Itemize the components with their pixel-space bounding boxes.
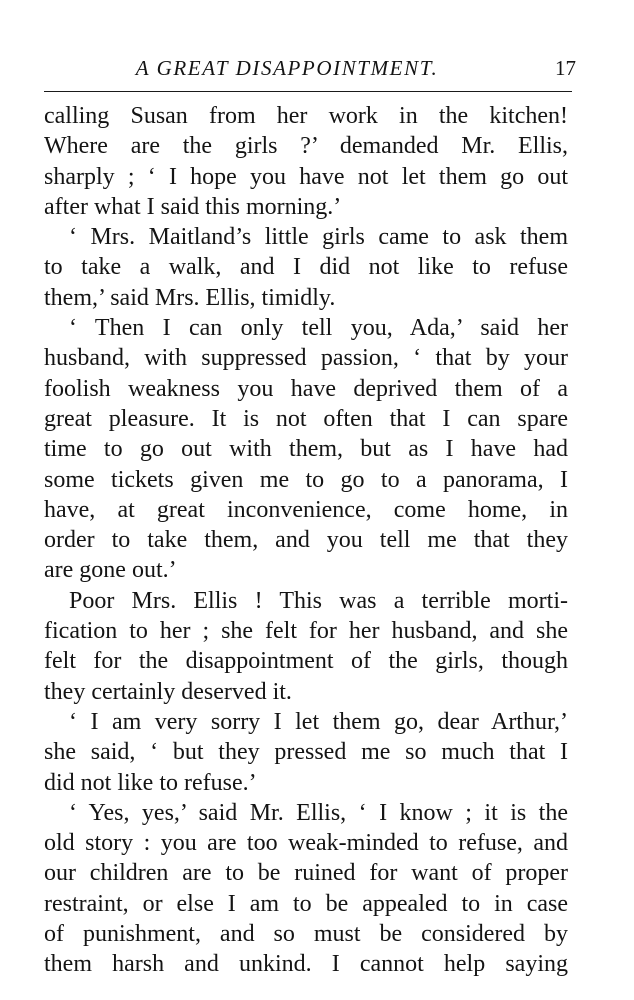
text-line: they certainly deserved it. (44, 678, 292, 705)
text-line: some tickets given me to go to a panorama, I (44, 466, 568, 493)
text-line: felt for the disappointment of the girls, though (44, 648, 568, 675)
text-line: are gone out.’ (44, 557, 177, 584)
text-line: to take a walk, and I did not like to refuse (44, 254, 568, 281)
text-line: Poor Mrs. Ellis ! This was a terrible morti- (69, 587, 568, 614)
text-line: ‘ Then I can only tell you, Ada,’ said her (69, 315, 568, 342)
text-line: great pleasure. It is not often that I can spare (44, 405, 568, 432)
running-title: A GREAT DISAPPOINTMENT. (135, 56, 439, 80)
text-line: ‘ Mrs. Maitland’s little girls came to ask them (69, 224, 568, 251)
text-line: restraint, or else I am to be appealed to in case (44, 890, 568, 917)
text-line: sharply ; ‘ I hope you have not let them go out (44, 163, 568, 190)
header-rule (44, 91, 572, 92)
text-line: have, at great inconvenience, come home, in (44, 496, 568, 523)
text-line: time to go out with them, but as I have had (44, 436, 568, 463)
running-head (44, 52, 580, 82)
text-line: did not like to refuse.’ (44, 769, 257, 796)
text-line: after what I said this morning.’ (44, 193, 342, 220)
text-line: them,’ said Mrs. Ellis, timidly. (44, 284, 336, 311)
text-line: Where are the girls ?’ demanded Mr. Ellis, (44, 133, 568, 160)
text-line: she said, ‘ but they pressed me so much that I (44, 739, 568, 766)
text-line: of punishment, and so must be considered by (44, 921, 568, 948)
text-line: our children are to be ruined for want of proper (44, 860, 568, 887)
body-text (44, 101, 568, 980)
text-line: them harsh and unkind. I cannot help saying (44, 951, 568, 978)
text-line: ‘ I am very sorry I let them go, dear Arthur,’ (69, 708, 568, 735)
text-line: old story : you are too weak-minded to refuse, and (44, 830, 568, 857)
text-line: husband, with suppressed passion, ‘ that by your (44, 345, 568, 372)
text-line: ‘ Yes, yes,’ said Mr. Ellis, ‘ I know ; it is the (69, 799, 568, 826)
text-line: foolish weakness you have deprived them of a (44, 375, 568, 402)
text-line: fication to her ; she felt for her husband, and she (44, 618, 568, 645)
text-line: calling Susan from her work in the kitchen! (44, 103, 568, 129)
page-number: 17 (555, 56, 576, 80)
text-line: order to take them, and you tell me that they (44, 527, 568, 554)
